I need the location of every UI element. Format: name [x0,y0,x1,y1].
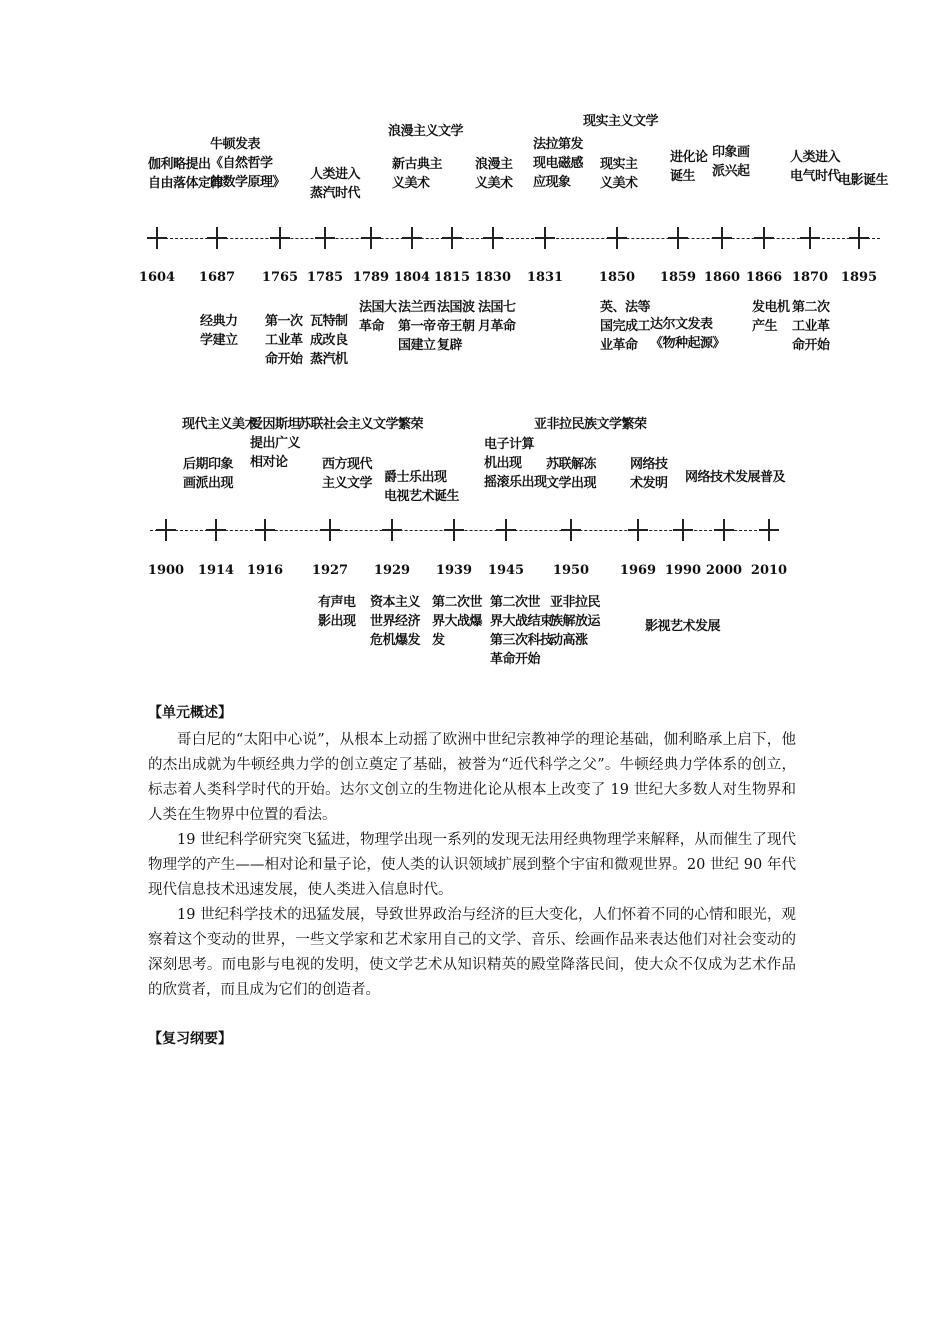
timeline-event-below [437,298,475,355]
timeline-event-line: 蒸汽机 [310,352,348,367]
timeline-event-line: 苏联解冻 [546,457,597,472]
timeline-tick-mark [382,529,402,531]
timeline-event-above [183,455,233,493]
timeline-event-below [645,617,720,636]
timeline-event-line: 法国大 [359,300,397,315]
timeline-event-above [583,112,658,131]
timeline-event-line: 《自然哲学 [210,156,273,171]
timeline-event-line: 达尔文发表 [650,317,713,332]
timeline-event-below [478,298,516,336]
timeline-event-above [250,415,300,472]
timeline-event-line: 现电磁感 [533,156,584,171]
timeline-event-above [182,415,257,434]
timeline-year-label: 1990 [664,563,702,578]
timeline-year-label: 1870 [791,270,829,285]
timeline-event-below [265,312,303,369]
timeline-event-line: 义美术 [475,176,513,191]
review-title: 【复习纲要】 [148,1031,232,1047]
timeline-event-line: 有声电 [318,595,356,610]
timeline-event-line: 发电机 [752,300,790,315]
timeline-event-line: 文学出现 [546,476,597,491]
timeline-year-label: 1969 [619,563,657,578]
timeline-tick-mark [207,237,227,239]
timeline-event-line: 电子计算 [484,437,535,452]
timeline-event-above [712,143,750,181]
timeline-tick-mark [628,529,648,531]
timeline-event-line: 革命开始 [490,652,541,667]
timeline-event-line: 摇滚乐出现 [484,475,547,490]
timeline-event-above [384,468,459,506]
timeline-year-label: 1929 [373,563,411,578]
timeline-tick-mark [270,237,290,239]
timeline-event-below [359,298,397,336]
timeline-event-line: 义美术 [600,176,638,191]
timeline-event-line: 界大战爆 [432,614,483,629]
timeline-event-below [792,298,830,355]
timeline-event-line: 族解放运 [550,614,601,629]
timeline-event-line: 第一帝 [398,319,436,334]
timeline-event-line: 世界经济 [370,614,421,629]
timeline-year-label: 1830 [474,270,512,285]
timeline-event-line: 现实主义文学 [583,114,659,129]
timeline-event-line: 苏联社会主义文学繁荣 [298,417,424,432]
timeline-event-line: 第二次世 [490,595,541,610]
overview-title: 【单元概述】 [148,705,232,721]
timeline-year-label: 1945 [487,563,525,578]
timeline-year-label: 1914 [197,563,235,578]
timeline-tick-mark [156,529,176,531]
timeline-year-label: 1900 [147,563,185,578]
timeline-event-above [322,455,372,493]
timeline-event-below [650,315,725,353]
overview-paragraph-3: 19 世纪科学技术的迅猛发展，导致世界政治与经济的巨大变化，人们怀着不同的心情和眼光，观察着这个变动的世界，一些文学家和艺术家用自己的文学、音乐、绘画作品来表达他们对社会变动的深刻思考。而电影与电视的发明，使文学艺术从知识精英的殿堂降落民间，使大众不仅成为艺术作品的欣赏者，而且成为它们的创造者。 [148,907,796,998]
timeline-event-line: 帝王朝 [437,319,475,334]
timeline-tick-mark [255,529,275,531]
timeline-event-line: 术发明 [630,476,668,491]
timeline-event-line: 主义文学 [322,476,373,491]
timeline-year-label: 1927 [311,563,349,578]
timeline-tick-mark [754,237,774,239]
timeline-event-line: 英、法等 [600,300,651,315]
timeline-year-label: 1866 [745,270,783,285]
timeline-event-line: 成改良 [310,333,348,348]
timeline-event-line: 浪漫主 [475,157,513,172]
timeline-tick-mark [442,237,462,239]
timeline-event-line: 命开始 [265,352,303,367]
timeline-year-label: 1860 [703,270,741,285]
timeline-event-below [370,593,420,650]
timeline-event-above [685,468,785,487]
timeline-event-line: 电气时代 [790,169,841,184]
timeline-tick-mark [320,529,340,531]
timeline-event-line: 机出现 [484,456,522,471]
timeline-year-label: 1785 [306,270,344,285]
timeline-event-line: 的数学原理》 [210,175,286,190]
timeline-event-line: 瓦特制 [310,314,348,329]
timeline-event-line: 业革命 [600,338,638,353]
timeline-year-label: 1765 [261,270,299,285]
timeline-year-label: 1895 [840,270,878,285]
timeline-event-above [838,171,888,190]
timeline-event-line: 产生 [752,319,778,334]
timeline-event-below [432,593,482,650]
timeline-tick-mark [673,529,693,531]
timeline-year-label: 1850 [598,270,636,285]
timeline-event-line: 第二次 [792,300,830,315]
timeline-event-line: 蒸汽时代 [310,186,361,201]
timeline-event-below [550,593,600,650]
timeline-year-label: 1939 [435,563,473,578]
timeline-event-line: 现实主 [600,157,638,172]
timeline-1900s [0,405,950,700]
timeline-event-line: 经典力 [200,314,238,329]
timeline-event-line: 工业革 [792,319,830,334]
timeline-event-line: 牛顿发表 [210,137,261,152]
timeline-event-line: 爵士乐出现 [384,470,447,485]
timeline-tick-mark [759,529,779,531]
timeline-event-line: 命开始 [792,338,830,353]
timeline-event-line: 应现象 [533,175,571,190]
timeline-event-line: 西方现代 [322,457,373,472]
timeline-event-above [210,135,285,192]
timeline-tick-mark [535,237,555,239]
timeline-tick-mark [361,237,381,239]
timeline-event-line: 诞生 [670,169,696,184]
timeline-event-line: 月革命 [478,319,516,334]
overview-paragraph-2: 19 世纪科学研究突飞猛进，物理学出现一系列的发现无法用经典物理学来解释，从而催生了现代物理学的产生——相对论和量子论，使人类的认识领域扩展到整个宇宙和微观世界。20 世纪 90 年代现代信息技术迅速发展，使人类进入信息时代。 [148,832,796,898]
timeline-event-below [490,593,553,669]
timeline-event-line: 危机爆发 [370,633,421,648]
timeline-event-line: 第一次 [265,314,303,329]
timeline-tick-mark [206,529,226,531]
timeline-tick-mark [800,237,820,239]
timeline-event-line: 提出广义 [250,436,301,451]
timeline-event-line: 法国波 [437,300,475,315]
overview-paragraph-1: 哥白尼的“太阳中心说”，从根本上动摇了欧洲中世纪宗教神学的理论基础，伽利略承上启下，他的杰出成就为牛顿经典力学的创立奠定了基础，被誉为“近代科学之父”。牛顿经典力学体系的创立，标志着人类科学时代的开始。达尔文创立的生物进化论从根本上改变了 19 世纪大多数人对生物界和人类在生物界中位置的看法。 [148,732,796,823]
timeline-year-label: 1687 [198,270,236,285]
timeline-event-line: 法国七 [478,300,516,315]
timeline-event-line: 后期印象 [183,457,234,472]
timeline-event-line: 动高涨 [550,633,588,648]
timeline-event-line: 电视艺术诞生 [384,489,460,504]
timeline-event-above [630,455,668,493]
timeline-event-line: 网络技 [630,457,668,472]
timeline-event-above [310,165,360,203]
timeline-year-label: 1831 [526,270,564,285]
timeline-event-line: 国建立 [398,338,436,353]
timeline-tick-mark [561,529,581,531]
timeline-event-line: 《物种起源》 [650,336,726,351]
timeline-event-above [388,122,463,141]
timeline-event-line: 复辟 [437,338,463,353]
timeline-year-label: 1804 [393,270,431,285]
timeline-tick-mark [496,529,516,531]
timeline-event-line: 国完成工 [600,319,651,334]
timeline-event-below [200,312,238,350]
timeline-event-line: 界大战结束 [490,614,553,629]
timeline-event-above [475,155,513,193]
timeline-tick-mark [483,237,503,239]
timeline-year-label: 1916 [246,563,284,578]
timeline-event-line: 影出现 [318,614,356,629]
timeline-event-line: 现代主义美术 [182,417,258,432]
timeline-event-below [310,312,348,369]
timeline-event-line: 派兴起 [712,164,750,179]
timeline-event-line: 印象画 [712,145,750,160]
timeline-event-line: 工业革 [265,333,303,348]
timeline-event-line: 第二次世 [432,595,483,610]
timeline-event-line: 电影诞生 [838,173,889,188]
timeline-event-above [600,155,638,193]
timeline-event-line: 亚非拉民族文学繁荣 [534,417,647,432]
timeline-1800s [0,100,950,400]
timeline-event-line: 第三次科技 [490,633,553,648]
timeline-year-label: 2010 [750,563,788,578]
overview-body [148,728,796,1003]
timeline-tick-mark [402,237,422,239]
timeline-event-above [790,148,840,186]
timeline-event-line: 法兰西 [398,300,436,315]
timeline-event-line: 发 [432,633,445,648]
timeline-event-line: 人类进入 [310,167,361,182]
timeline-event-above [533,135,583,192]
timeline-tick-mark [147,237,167,239]
timeline-year-label: 1859 [659,270,697,285]
timeline-event-below [398,298,436,355]
timeline-event-above [298,415,423,434]
timeline-event-above [546,455,596,493]
timeline-event-line: 伽利略提出 [148,157,211,172]
timeline-year-label: 1950 [552,563,590,578]
timeline-event-line: 新古典主 [392,157,443,172]
timeline-event-above [534,415,647,434]
timeline-event-line: 浪漫主义文学 [388,124,464,139]
timeline-tick-mark [714,529,734,531]
timeline-event-line: 影视艺术发展 [645,619,721,634]
timeline-year-label: 1815 [433,270,471,285]
timeline-event-line: 学建立 [200,333,238,348]
timeline-tick-mark [315,237,335,239]
timeline-event-line: 网络技术发展普及 [685,470,786,485]
timeline-year-label: 1604 [138,270,176,285]
timeline-event-above [484,435,547,492]
timeline-tick-mark [849,237,869,239]
timeline-event-line: 人类进入 [790,150,841,165]
timeline-tick-mark [668,237,688,239]
timeline-event-line: 亚非拉民 [550,595,601,610]
timeline-event-line: 画派出现 [183,476,234,491]
timeline-event-below [318,593,356,631]
timeline-event-below [600,298,650,355]
timeline-event-line: 自由落体定律 [148,176,224,191]
timeline-event-above [392,155,442,193]
timeline-event-line: 义美术 [392,176,430,191]
timeline-event-line: 进化论 [670,150,708,165]
timeline-event-line: 法拉第发 [533,137,584,152]
timeline-event-line: 革命 [359,319,385,334]
timeline-event-below [752,298,790,336]
timeline-event-line: 资本主义 [370,595,421,610]
timeline-tick-mark [712,237,732,239]
timeline-year-label: 1789 [352,270,390,285]
timeline-event-above [670,148,708,186]
timeline-tick-mark [607,237,627,239]
timeline-tick-mark [444,529,464,531]
timeline-year-label: 2000 [705,563,743,578]
timeline-event-line: 相对论 [250,455,288,470]
timeline-event-line: 爱因斯坦 [250,417,301,432]
